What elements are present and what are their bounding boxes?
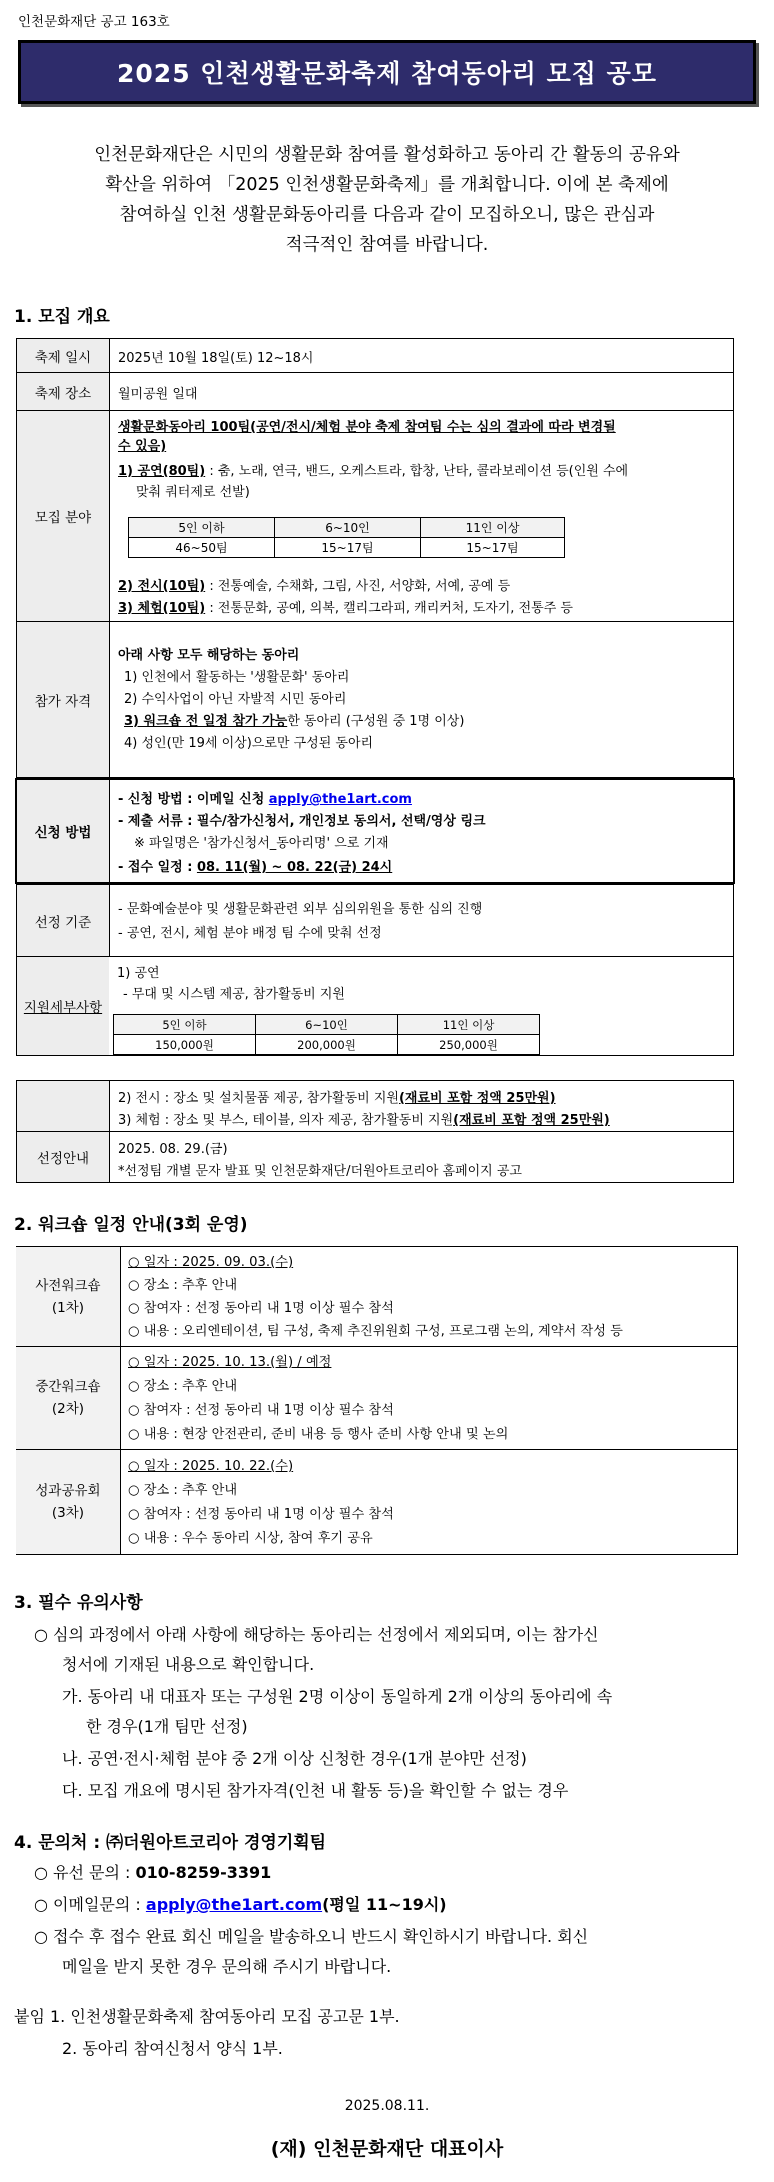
workshop-2-date: ○ 일자 : 2025. 10. 13.(월) / 예정 bbox=[128, 1355, 332, 1370]
selection-guide-note: *선정팀 개별 문자 발표 및 인천문화재단/더원아트코리아 홈페이지 공고 bbox=[118, 1164, 522, 1179]
support-exhibit-amount: (재료비 포함 정액 25만원) bbox=[398, 1091, 556, 1106]
page-title bbox=[18, 40, 756, 104]
workshop-1-date: ○ 일자 : 2025. 09. 03.(수) bbox=[128, 1255, 294, 1270]
attachment-2: 2. 동아리 참여신청서 양식 1부. bbox=[62, 2039, 283, 2058]
selection-guide-date: 2025. 08. 29.(금) bbox=[118, 1142, 228, 1157]
recruit-field-content bbox=[109, 411, 734, 621]
support-details-label-cont bbox=[16, 1081, 109, 1131]
apply-docs: - 제출 서류 : 필수/참가신청서, 개인정보 동의서, 선택/영상 링크 bbox=[118, 814, 486, 829]
workshop-3-label bbox=[16, 1450, 120, 1554]
selection-criteria-content bbox=[109, 885, 734, 956]
support-experience: 3) 체험 : 장소 및 부스, 테이블, 의자 제공, 참가활동비 지원 bbox=[118, 1113, 454, 1128]
contact-email-link[interactable]: apply@the1art.com bbox=[145, 1895, 323, 1914]
notice-paragraph-cont: 청서에 기재된 내용으로 확인합니다. bbox=[62, 1655, 315, 1674]
eligibility-item-emph: 3) 워크숍 전 일정 참가 가능 bbox=[124, 714, 288, 729]
eligibility-label: 참가 자격 bbox=[16, 622, 109, 777]
quota-table bbox=[128, 517, 565, 558]
notice-item-ga-cont: 한 경우(1개 팀만 선정) bbox=[86, 1717, 248, 1736]
quota-header: 6~10인 bbox=[275, 518, 421, 538]
workshop-name: 성과공유회 bbox=[35, 1483, 101, 1499]
support-details-content bbox=[109, 957, 734, 1055]
intro-line: 확산을 위하여 「2025 인천생활문화축제」를 개최합니다. 이에 본 축제에 bbox=[105, 175, 669, 195]
apply-method-label: 신청 방법 bbox=[16, 780, 109, 882]
contact-phone-number: 010-8259-3391 bbox=[135, 1863, 272, 1882]
workshop-1-attendees: ○ 참여자 : 선정 동아리 내 1명 이상 필수 참석 bbox=[128, 1301, 394, 1316]
notice-item-da: 다. 모집 개요에 명시된 참가자격(인천 내 활동 등)을 확인할 수 없는 경우 bbox=[62, 1781, 569, 1800]
apply-period-label: - 접수 일정 : bbox=[118, 860, 193, 875]
workshop-name: 중간워크숍 bbox=[35, 1379, 101, 1395]
eligibility-item: 2) 수익사업이 아닌 자발적 시민 동아리 bbox=[124, 692, 347, 707]
quota-value: 15~17팀 bbox=[421, 538, 565, 558]
intro-line: 인천문화재단은 시민의 생활문화 참여를 활성화하고 동아리 간 활동의 공유와 bbox=[94, 145, 680, 165]
support-value: 150,000원 bbox=[114, 1035, 256, 1055]
workshop-name: 사전워크숍 bbox=[35, 1277, 101, 1294]
eligibility-head: 아래 사항 모두 해당하는 동아리 bbox=[118, 648, 300, 663]
selection-criteria-item: - 공연, 전시, 체험 분야 배정 팀 수에 맞춰 선정 bbox=[118, 926, 382, 941]
notice-item-ga: 가. 동아리 내 대표자 또는 구성원 2명 이상이 동일하게 2개 이상의 동아리에 속 bbox=[62, 1687, 613, 1706]
contact-phone-label: ○ 유선 문의 : bbox=[34, 1863, 131, 1882]
eligibility-content bbox=[109, 622, 734, 777]
intro-line: 참여하실 인천 생활문화동아리를 다음과 같이 모집하오니, 많은 관심과 bbox=[119, 205, 655, 225]
apply-method-content bbox=[109, 780, 734, 882]
experience-desc: : 전통문화, 공예, 의복, 캘리그라피, 캐리커처, 도자기, 전통주 등 bbox=[209, 601, 573, 616]
intro-line: 적극적인 참여를 바랍니다. bbox=[285, 235, 489, 255]
workshop-3-content: ○ 내용 : 우수 동아리 시상, 참여 후기 공유 bbox=[128, 1531, 373, 1546]
support-header: 11인 이상 bbox=[398, 1015, 540, 1035]
apply-way: - 신청 방법 : 이메일 신청 bbox=[118, 792, 265, 807]
recruit-total-cont: 수 있음) bbox=[118, 439, 167, 454]
contact-note-cont: 메일을 받지 못한 경우 문의해 주시기 바랍니다. bbox=[62, 1957, 392, 1976]
support-exhibit: 2) 전시 : 장소 및 설치물품 제공, 참가활동비 지원 bbox=[118, 1091, 399, 1106]
selection-guide-content bbox=[109, 1132, 734, 1182]
apply-period: 08. 11(월) ~ 08. 22(금) 24시 bbox=[196, 860, 393, 875]
workshop-1-place: ○ 장소 : 추후 안내 bbox=[128, 1278, 238, 1293]
perf-desc-cont: 맞춰 쿼터제로 선발) bbox=[136, 485, 250, 500]
workshop-3-attendees: ○ 참여자 : 선정 동아리 내 1명 이상 필수 참석 bbox=[128, 1507, 394, 1522]
workshop-order: (1차) bbox=[51, 1299, 85, 1316]
attachment-1: 붙임 1. 인천생활문화축제 참여동아리 모집 공고문 1부. bbox=[14, 2007, 400, 2026]
notice-item-na: 나. 공연·전시·체험 분야 중 2개 이상 신청한 경우(1개 분야만 선정) bbox=[62, 1749, 527, 1768]
notice-paragraph: ○ 심의 과정에서 아래 사항에 해당하는 동아리는 선정에서 제외되며, 이는 참가신 bbox=[34, 1625, 599, 1644]
contact-email-label: ○ 이메일문의 : bbox=[34, 1895, 141, 1914]
selection-criteria-item: - 문화예술분야 및 생활문화관련 외부 심의위원을 통한 심의 진행 bbox=[118, 902, 483, 917]
page-title-text: 2025 인천생활문화축제 참여동아리 모집 공모 bbox=[117, 59, 657, 88]
exhibit-title: 2) 전시(10팀) bbox=[118, 579, 206, 594]
workshop-2-place: ○ 장소 : 추후 안내 bbox=[128, 1379, 238, 1394]
contact-phone bbox=[34, 1860, 271, 1883]
support-perf-desc: - 무대 및 시스템 제공, 참가활동비 지원 bbox=[123, 987, 345, 1002]
festival-date-label: 축제 일시 bbox=[16, 339, 109, 372]
workshop-2-content: ○ 내용 : 현장 안전관리, 준비 내용 등 행사 준비 사항 안내 및 논의 bbox=[128, 1427, 509, 1442]
section-1-title: 1. 모집 개요 bbox=[14, 307, 110, 327]
quota-value: 46~50팀 bbox=[129, 538, 275, 558]
exhibit-desc: : 전통예술, 수채화, 그림, 사진, 서양화, 서예, 공예 등 bbox=[209, 579, 511, 594]
festival-place-value: 월미공원 일대 bbox=[118, 387, 198, 402]
workshop-2-label bbox=[16, 1347, 120, 1449]
support-details-content-cont bbox=[109, 1081, 734, 1131]
issue-date: 2025.08.11. bbox=[344, 2098, 430, 2114]
workshop-order: (3차) bbox=[51, 1505, 85, 1521]
support-header: 5인 이하 bbox=[114, 1015, 256, 1035]
section-2-title: 2. 워크숍 일정 안내(3회 운영) bbox=[14, 1215, 248, 1235]
perf-title: 1) 공연(80팀) bbox=[118, 464, 206, 479]
perf-desc: : 춤, 노래, 연극, 밴드, 오케스트라, 합창, 난타, 콜라보레이션 등(인원 수에 bbox=[209, 464, 629, 479]
contact-email bbox=[34, 1892, 447, 1915]
workshop-1-label bbox=[16, 1247, 120, 1346]
workshop-1-content: ○ 내용 : 오리엔테이션, 팀 구성, 축제 추진위원회 구성, 프로그램 논의, 계약서 작성 등 bbox=[128, 1324, 623, 1339]
quota-value: 15~17팀 bbox=[275, 538, 421, 558]
support-value: 250,000원 bbox=[398, 1035, 540, 1055]
support-details-label: 지원세부사항 bbox=[16, 957, 109, 1055]
support-experience-amount: (재료비 포함 정액 25만원) bbox=[453, 1113, 610, 1128]
contact-email-hours: (평일 11~19시) bbox=[322, 1895, 447, 1914]
contact-note: ○ 접수 후 접수 완료 회신 메일을 발송하오니 반드시 확인하시기 바랍니다. 회신 bbox=[34, 1927, 589, 1946]
workshop-2-attendees: ○ 참여자 : 선정 동아리 내 1명 이상 필수 참석 bbox=[128, 1403, 394, 1418]
section-4-title: 4. 문의처 : ㈜더원아트코리아 경영기획팀 bbox=[14, 1833, 327, 1853]
section-3-title: 3. 필수 유의사항 bbox=[14, 1593, 143, 1613]
recruit-total: 생활문화동아리 100팀(공연/전시/체험 분야 축제 참여팀 수는 심의 결과에 따라 변경될 bbox=[118, 420, 616, 435]
workshop-3-date: ○ 일자 : 2025. 10. 22.(수) bbox=[128, 1459, 294, 1474]
quota-header: 11인 이상 bbox=[421, 518, 565, 538]
apply-filename-note: ※ 파일명은 '참가신청서_동아리명' 으로 기재 bbox=[134, 836, 389, 851]
support-perf-title: 1) 공연 bbox=[117, 966, 160, 981]
eligibility-item: 4) 성인(만 19세 이상)으로만 구성된 동아리 bbox=[124, 736, 374, 751]
workshop-3-place: ○ 장소 : 추후 안내 bbox=[128, 1483, 238, 1498]
support-value: 200,000원 bbox=[256, 1035, 398, 1055]
festival-date-value: 2025년 10월 18일(토) 12~18시 bbox=[118, 351, 314, 366]
notice-number: 인천문화재단 공고 163호 bbox=[18, 14, 170, 30]
apply-email-link[interactable]: apply@the1art.com bbox=[268, 792, 412, 807]
selection-criteria-label: 선정 기준 bbox=[16, 885, 109, 956]
workshop-order: (2차) bbox=[51, 1401, 85, 1417]
eligibility-item: 한 동아리 (구성원 중 1명 이상) bbox=[287, 714, 465, 729]
selection-guide-label: 선정안내 bbox=[16, 1132, 109, 1182]
support-table bbox=[113, 1014, 540, 1055]
experience-title: 3) 체험(10팀) bbox=[118, 601, 206, 616]
support-header: 6~10인 bbox=[256, 1015, 398, 1035]
eligibility-item: 1) 인천에서 활동하는 '생활문화' 동아리 bbox=[124, 670, 350, 685]
signer: (재) 인천문화재단 대표이사 bbox=[270, 2138, 504, 2160]
intro-paragraph bbox=[30, 140, 744, 260]
festival-place-label: 축제 장소 bbox=[16, 373, 109, 410]
quota-header: 5인 이하 bbox=[129, 518, 275, 538]
recruit-field-label: 모집 분야 bbox=[16, 411, 109, 621]
